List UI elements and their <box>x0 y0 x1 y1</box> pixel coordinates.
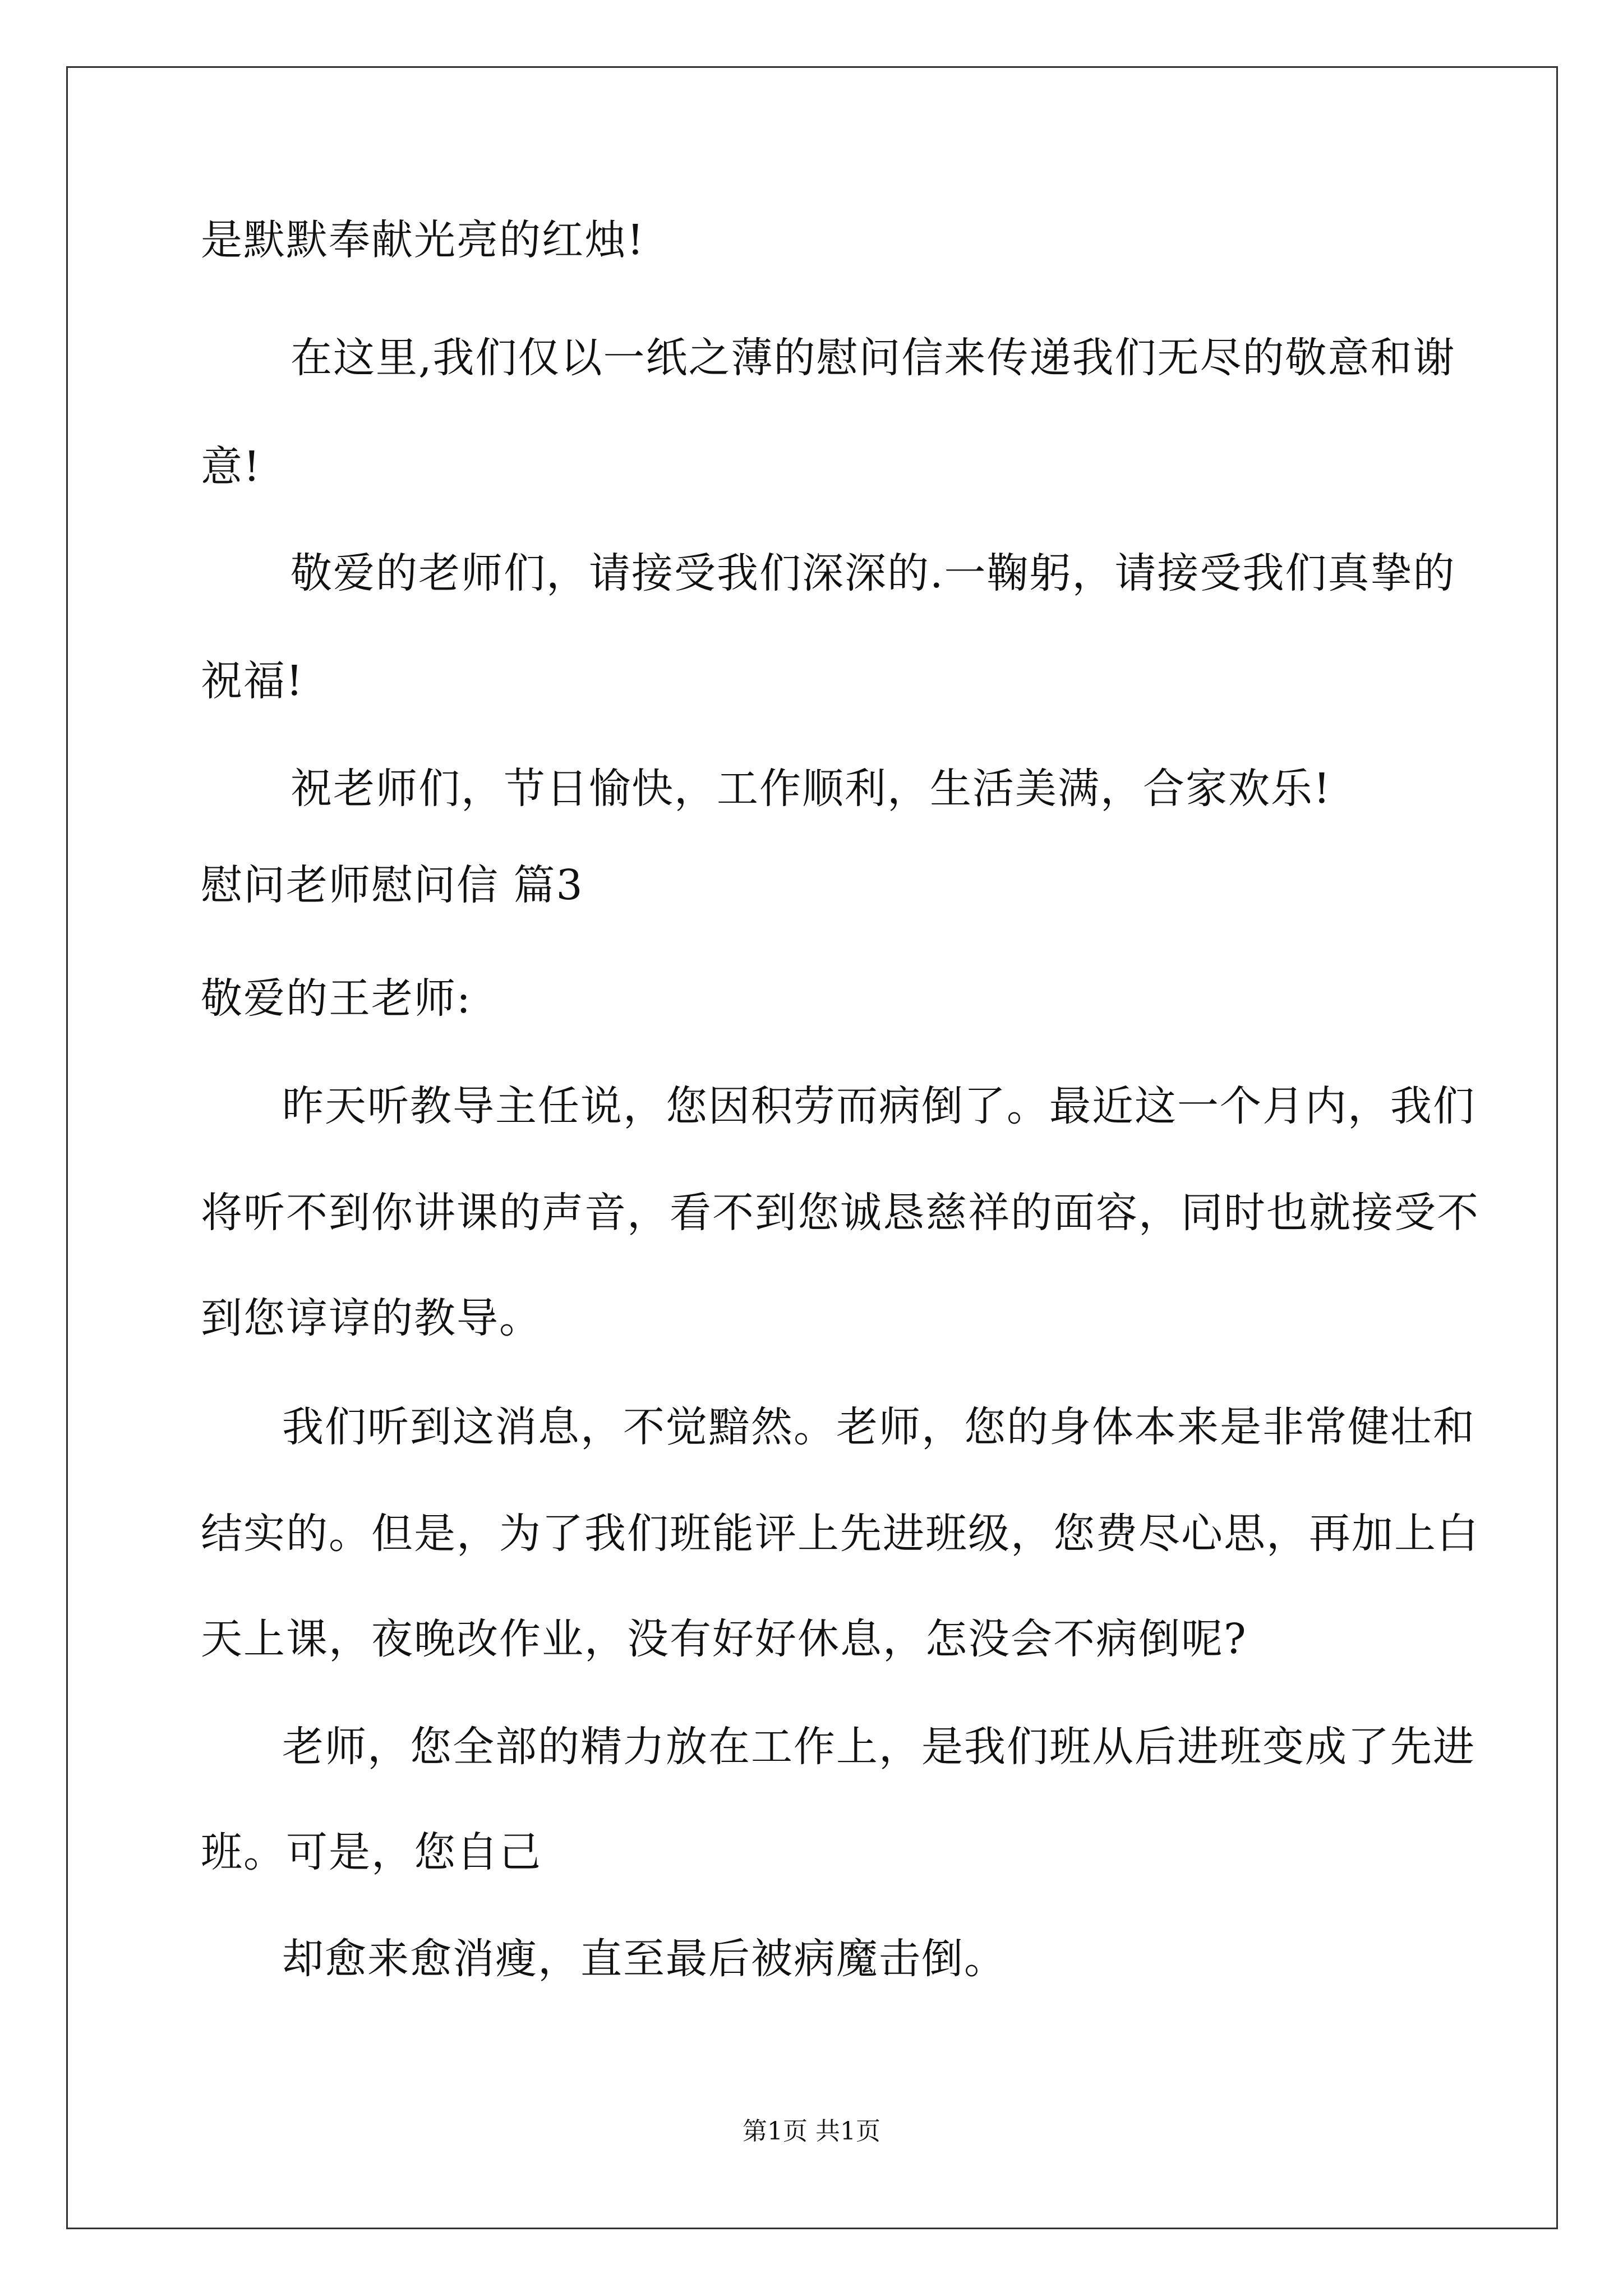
text-line: 将听不到你讲课的声音，看不到您诚恳慈祥的面容，同时也就接受不 <box>201 1189 1479 1237</box>
text-line: 到您谆谆的教导。 <box>201 1294 542 1342</box>
text-line: 昨天听教导主任说，您因积劳而病倒了。最近这一个月内，我们 <box>282 1082 1476 1130</box>
text-line: 祝老师们，节日愉快，工作顺利，生活美满，合家欢乐! <box>291 765 1331 813</box>
text-line: 是默默奉献光亮的红烛! <box>201 216 645 264</box>
page-border <box>66 66 1558 2229</box>
text-line: 在这里,我们仅以一纸之薄的慰问信来传递我们无尽的敬意和谢 <box>291 334 1456 382</box>
text-line: 我们听到这消息，不觉黯然。老师，您的身体本来是非常健壮和 <box>282 1403 1476 1451</box>
text-line: 天上课，夜晚改作业，没有好好休息，怎没会不病倒呢? <box>201 1615 1247 1663</box>
text-line: 敬爱的老师们，请接受我们深深的.一鞠躬，请接受我们真挚的 <box>291 549 1456 597</box>
text-line: 祝福! <box>201 657 304 705</box>
text-line: 却愈来愈消瘦，直至最后被病魔击倒。 <box>282 1935 1007 1983</box>
text-line: 班。可是，您自己 <box>201 1828 542 1876</box>
text-line: 意! <box>201 443 261 491</box>
salutation: 敬爱的王老师: <box>201 974 472 1023</box>
text-line: 结实的。但是，为了我们班能评上先进班级，您费尽心思，再加上白 <box>201 1510 1479 1558</box>
page-footer: 第1页 共1页 <box>743 2117 880 2146</box>
text-line: 老师，您全部的精力放在工作上，是我们班从后进班变成了先进 <box>282 1723 1476 1771</box>
section-heading: 慰问老师慰问信 篇3 <box>201 861 584 909</box>
